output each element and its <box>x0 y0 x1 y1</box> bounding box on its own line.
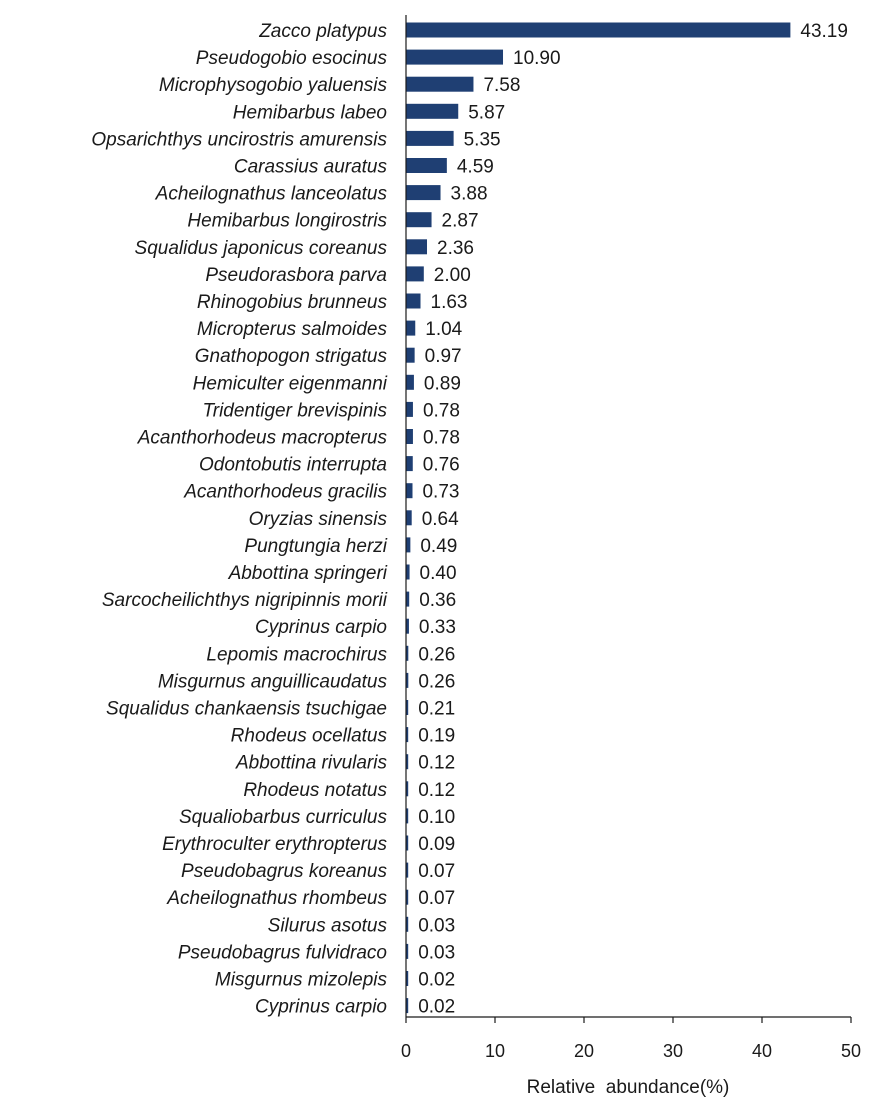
x-tick-label: 40 <box>751 1041 773 1061</box>
bar <box>406 510 412 525</box>
category-label: Hemibarbus labeo <box>232 102 387 124</box>
value-label: 0.26 <box>418 671 456 693</box>
category-label: Opsarichthys uncirostris amurensis <box>91 129 387 151</box>
value-label: 0.03 <box>418 915 456 937</box>
category-label: Hemibarbus longirostris <box>187 210 387 232</box>
category-label: Erythroculter erythropterus <box>162 834 387 855</box>
value-label: 10.90 <box>513 48 561 70</box>
value-label: 0.02 <box>418 969 456 991</box>
category-label: Misgurnus mizolepis <box>214 969 387 991</box>
value-label: 0.21 <box>418 698 456 720</box>
bar <box>406 348 415 363</box>
bar <box>406 239 427 254</box>
value-label: 0.19 <box>418 725 456 747</box>
value-label: 5.87 <box>468 102 506 124</box>
category-label: Carassius auratus <box>233 156 387 178</box>
value-label: 4.59 <box>456 156 494 178</box>
value-label: 0.09 <box>418 834 456 855</box>
value-label: 1.04 <box>425 319 463 341</box>
category-label: Gnathopogon strigatus <box>194 346 387 368</box>
category-label: Squalidus japonicus coreanus <box>134 237 387 259</box>
category-label: Acheilognathus rhombeus <box>167 888 387 910</box>
value-label: 0.40 <box>419 563 457 584</box>
bar <box>406 104 458 119</box>
category-label: Pseudobagrus koreanus <box>181 861 387 883</box>
value-label: 5.35 <box>463 129 501 151</box>
value-label: 0.64 <box>421 508 459 530</box>
bar <box>406 77 473 92</box>
category-label: Silurus asotus <box>267 915 387 937</box>
value-label: 0.03 <box>418 942 456 964</box>
value-label: 43.19 <box>800 21 848 42</box>
category-label: Odontobutis interrupta <box>198 454 387 476</box>
value-label: 0.49 <box>420 535 458 557</box>
value-label: 0.78 <box>422 400 460 422</box>
value-label: 0.33 <box>418 617 456 639</box>
value-label: 0.36 <box>419 590 457 612</box>
bar <box>406 266 424 281</box>
value-label: 0.02 <box>418 996 456 1018</box>
value-label: 0.73 <box>422 481 460 503</box>
x-ticks-group <box>401 1017 861 1061</box>
bar <box>406 402 413 417</box>
category-label: Tridentiger brevispinis <box>202 400 387 422</box>
value-label: 0.97 <box>424 346 462 368</box>
x-tick-label: 50 <box>840 1041 862 1061</box>
category-label: Abbottina rivularis <box>235 752 387 774</box>
x-tick-label: 0 <box>400 1041 412 1061</box>
bar <box>406 158 447 173</box>
bar <box>406 212 432 227</box>
category-label: Abbottina springeri <box>228 563 387 584</box>
category-label: Sarcocheilichthys nigripinnis morii <box>101 590 387 612</box>
category-label: Oryzias sinensis <box>248 508 387 530</box>
category-label: Pseudobagrus fulvidraco <box>177 942 387 964</box>
bar <box>406 537 410 552</box>
bar <box>406 294 421 309</box>
bar <box>406 50 503 65</box>
category-label: Pseudorasbora parva <box>205 264 387 286</box>
value-label: 0.78 <box>422 427 460 449</box>
bar <box>406 375 414 390</box>
x-tick-label: 30 <box>662 1041 684 1061</box>
bar <box>406 185 441 200</box>
category-label: Acheilognathus lanceolatus <box>155 183 387 205</box>
bar <box>406 456 413 471</box>
x-tick-label: 20 <box>573 1041 595 1061</box>
value-label: 0.26 <box>418 644 456 666</box>
category-label: Microphysogobio yaluensis <box>158 75 387 97</box>
category-label: Cyprinus carpio <box>255 617 387 639</box>
bar <box>406 321 415 336</box>
value-label: 7.58 <box>483 75 521 97</box>
value-label: 2.00 <box>433 264 471 286</box>
category-label: Rhinogobius brunneus <box>196 292 387 313</box>
value-label: 3.88 <box>450 183 488 205</box>
bar <box>406 429 413 444</box>
category-label: Squalidus chankaensis tsuchigae <box>106 698 387 720</box>
category-label: Zacco platypus <box>259 21 387 42</box>
category-label: Rhodeus ocellatus <box>230 725 387 747</box>
x-axis-title: Relative abundance(%) <box>526 1077 730 1098</box>
category-label: Acanthorhodeus macropterus <box>137 427 387 449</box>
category-label: Hemiculter eigenmanni <box>192 373 387 395</box>
value-labels-group <box>418 21 848 1018</box>
category-labels-group <box>91 21 387 1018</box>
value-label: 0.07 <box>418 861 456 883</box>
value-label: 0.76 <box>422 454 460 476</box>
value-label: 0.12 <box>418 779 456 801</box>
value-label: 2.87 <box>441 210 479 232</box>
bar <box>406 131 454 146</box>
category-label: Squaliobarbus curriculus <box>178 806 387 828</box>
value-label: 0.12 <box>418 752 456 774</box>
bar <box>406 483 412 498</box>
value-label: 1.63 <box>430 292 468 313</box>
category-label: Pungtungia herzi <box>244 535 387 557</box>
category-label: Lepomis macrochirus <box>206 644 387 666</box>
bar <box>406 23 790 38</box>
category-label: Rhodeus notatus <box>243 779 387 801</box>
value-label: 2.36 <box>437 237 474 259</box>
category-label: Misgurnus anguillicaudatus <box>157 671 387 693</box>
category-label: Pseudogobio esocinus <box>195 48 387 70</box>
x-tick-label: 10 <box>484 1041 506 1061</box>
category-label: Acanthorhodeus gracilis <box>184 481 387 503</box>
value-label: 0.10 <box>418 806 456 828</box>
value-label: 0.89 <box>423 373 461 395</box>
value-label: 0.07 <box>418 888 456 910</box>
category-label: Micropterus salmoides <box>196 319 387 341</box>
category-label: Cyprinus carpio <box>255 996 387 1018</box>
